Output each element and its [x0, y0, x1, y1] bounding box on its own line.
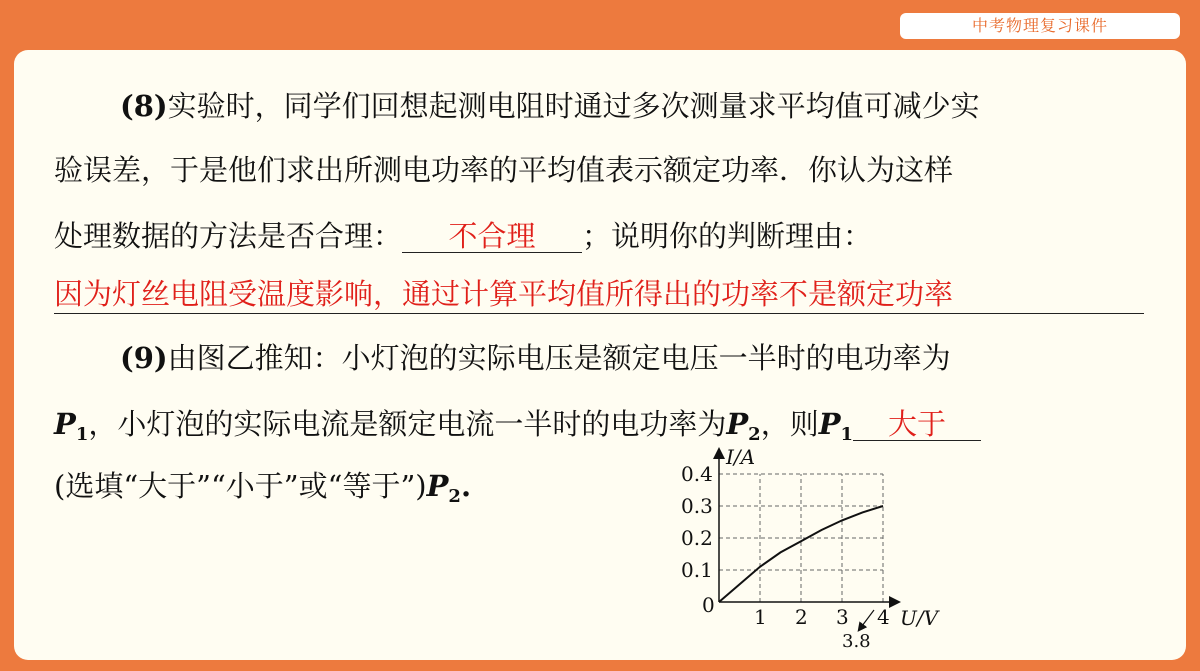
y-tick-label: 0.3 [681, 494, 713, 518]
q8-line3 [54, 218, 872, 254]
y-tick-labels [681, 462, 713, 582]
reason-answer: 因为灯丝电阻受温度影响，通过计算平均值所得出的功率不是额定功率 [54, 275, 1144, 314]
iu-graph [662, 440, 952, 655]
p-sub-1: 1 [840, 424, 854, 445]
q9-text-2: ，小灯泡的实际电流是额定电流一半时的电功率为 [88, 407, 727, 441]
p-symbol: P [726, 407, 749, 441]
q9-text-4: (选填“大于”“小于”或“等于”) [54, 469, 427, 503]
p-symbol: P [426, 469, 449, 503]
q8-text-3: 处理数据的方法是否合理： [54, 219, 403, 253]
q9-period: . [460, 469, 472, 503]
p-sub-2: 2 [448, 486, 461, 507]
p-symbol: P [54, 407, 76, 441]
p-symbol: P [818, 407, 841, 441]
x-tick-label: 3 [836, 605, 849, 629]
x-tick-label: 1 [754, 605, 767, 629]
x-tick-label: 4 [877, 605, 890, 629]
annotation-arrow [859, 610, 874, 630]
p-sub-2: 2 [748, 424, 761, 445]
grid-lines [719, 474, 883, 602]
q9-line1 [120, 340, 951, 376]
p-sub-1: 1 [75, 424, 89, 445]
q9-text-3: ，则 [760, 407, 819, 441]
course-badge: 中考物理复习课件 [900, 13, 1180, 39]
q9-text-1: 由图乙推知：小灯泡的实际电压是额定电压一半时的电功率为 [167, 341, 951, 375]
q8-text-4: ；说明你的判断理由： [582, 219, 873, 253]
q8-line1 [120, 88, 980, 124]
y-tick-label: 0.1 [681, 558, 713, 582]
q9-number: (9) [120, 341, 168, 375]
y-tick-label: 0.2 [681, 526, 713, 550]
content-panel [14, 50, 1186, 660]
q8-text-1: 实验时，同学们回想起测电阻时通过多次测量求平均值可减少实 [167, 89, 980, 123]
origin-label: 0 [702, 593, 715, 617]
y-axis-label: I/A [726, 445, 756, 469]
q9-line3 [54, 468, 471, 515]
answer-blank-2: 大于 [853, 408, 981, 441]
answer-blank-1: 不合理 [402, 220, 582, 253]
annotation-3-8: 3.8 [842, 631, 871, 652]
q8-number: (8) [120, 89, 168, 123]
x-axis-label: U/V [900, 606, 939, 630]
x-tick-label: 2 [795, 605, 808, 629]
q8-text-2: 验误差，于是他们求出所测电功率的平均值表示额定功率．你认为这样 [54, 153, 954, 187]
q8-line2 [54, 152, 953, 188]
y-tick-label: 0.4 [681, 462, 713, 486]
